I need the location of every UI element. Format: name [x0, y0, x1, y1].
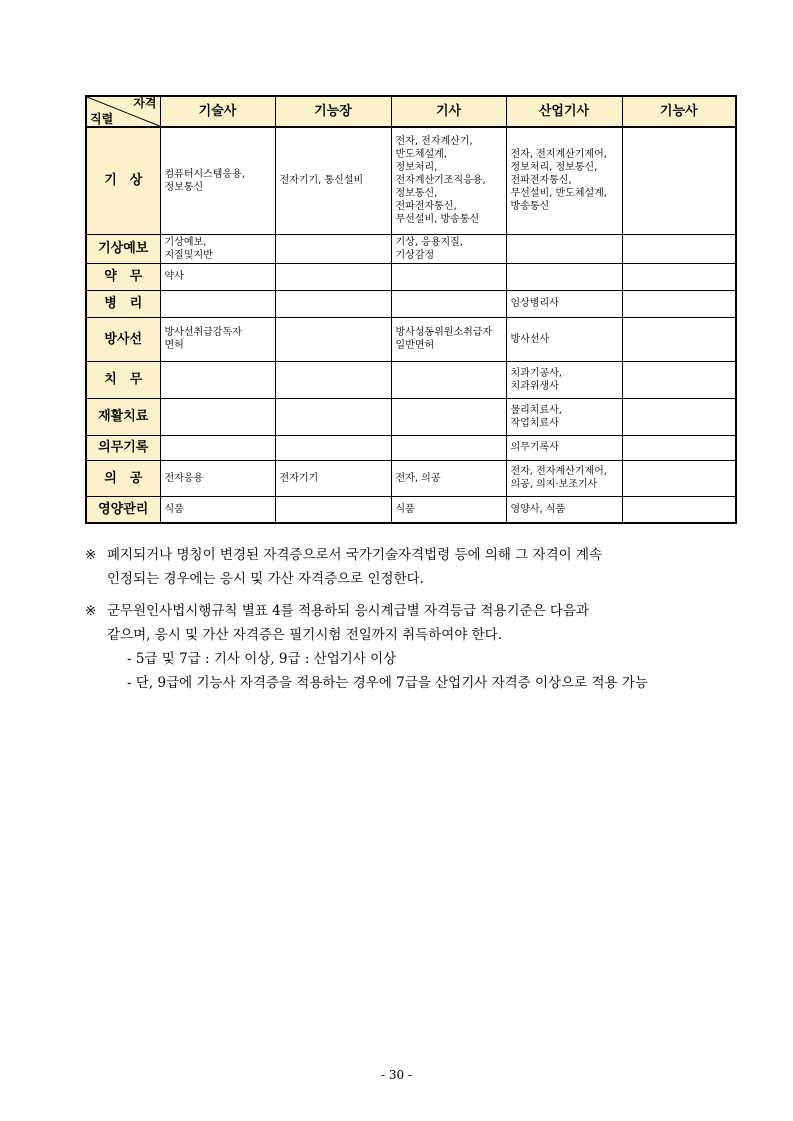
- job-category-cell: 약 무: [86, 263, 160, 290]
- qualification-text: 방사선사: [510, 333, 550, 345]
- qualification-text: 의무기록사: [510, 442, 559, 453]
- qualification-text: 물리치료사,: [510, 404, 562, 416]
- qualification-cell: [622, 290, 736, 317]
- qualification-cell: [506, 496, 622, 523]
- qualification-text: 의공, 의지·보조기사: [510, 479, 598, 490]
- qualification-text: 지질및지반: [164, 249, 213, 261]
- qualification-cell: [391, 361, 506, 398]
- corner-label-bottom: 직렬: [90, 112, 114, 126]
- qualification-text: 일반면허: [395, 340, 435, 351]
- qualification-text: 치과위생사: [510, 380, 559, 392]
- header-cell: 기사: [391, 96, 506, 127]
- job-category-cell: 재활치료: [86, 398, 160, 435]
- qualification-text: 반도체설계,: [395, 149, 447, 161]
- qualification-text: 전자, 전자계산기,: [395, 136, 473, 148]
- qualification-text: 전자계산기조직응용,: [395, 175, 486, 187]
- qualification-cell: [160, 234, 275, 263]
- note-line: 군무원인사법시행규칙 별표 4를 적용하되 응시계급별 자격등급 적용기준은 다음과: [107, 603, 590, 619]
- qualification-cell: [622, 127, 736, 234]
- qualification-cell: [622, 435, 736, 460]
- table-row: [86, 496, 736, 523]
- job-category-cell: 방사선: [86, 317, 160, 361]
- qualification-text: 기상예보,: [164, 236, 207, 248]
- job-category-cell: 치 무: [86, 361, 160, 398]
- qualification-cell: [160, 290, 275, 317]
- qualification-cell: [275, 127, 391, 234]
- qualification-cell: [275, 361, 391, 398]
- corner-label-top: 자격: [133, 96, 157, 110]
- qualification-text: 전자기기, 통신설비: [279, 175, 364, 187]
- qualification-text: 전자, 의공: [395, 472, 441, 484]
- qualification-text: 컴퓨터시스템응용,: [164, 168, 245, 180]
- qualification-cell: [160, 460, 275, 496]
- qualification-cell: [391, 435, 506, 460]
- qualification-cell: [506, 290, 622, 317]
- table-row: [86, 317, 736, 361]
- qualification-text: 전자응용: [164, 472, 204, 484]
- job-category-cell: 병 리: [86, 290, 160, 317]
- corner-header-cell: [86, 96, 160, 127]
- qualification-cell: [622, 398, 736, 435]
- note-line: 폐지되거나 명칭이 변경된 자격증으로서 국가기술자격법령 등에 의해 그 자격이 계속: [107, 547, 603, 563]
- table-row: [86, 290, 736, 317]
- table-row: [86, 127, 736, 234]
- qualification-cell: [391, 263, 506, 290]
- qualification-cell: [391, 127, 506, 234]
- qualification-text: 임상병리사: [510, 298, 559, 309]
- table-row: [86, 398, 736, 435]
- qualification-cell: [160, 127, 275, 234]
- qualification-cell: [275, 290, 391, 317]
- job-category-cell: 의 공: [86, 460, 160, 496]
- table-row: [86, 435, 736, 460]
- qualification-cell: [160, 263, 275, 290]
- note-item: [85, 599, 725, 695]
- qualification-cell: [622, 317, 736, 361]
- note-line: 인정되는 경우에는 응시 및 가산 자격증으로 인정한다.: [107, 571, 424, 587]
- qualification-cell: [391, 234, 506, 263]
- qualification-cell: [160, 496, 275, 523]
- qualification-text: 식품: [395, 503, 415, 515]
- qualification-cell: [622, 460, 736, 496]
- qualification-text: 전파전자통신,: [395, 201, 457, 213]
- corner-split: [87, 97, 160, 126]
- qualification-text: 무선설비, 반도체설계,: [510, 188, 607, 200]
- table-header-row: [86, 96, 736, 127]
- qualification-cell: [275, 398, 391, 435]
- qualification-cell: [160, 361, 275, 398]
- qualification-cell: [275, 435, 391, 460]
- reference-mark-icon: ※: [85, 547, 97, 563]
- qualification-text: 전자, 전지계산기제어,: [510, 149, 607, 161]
- qualification-cell: [275, 496, 391, 523]
- qualification-text: 정보처리, 정보통신,: [510, 162, 598, 174]
- qualification-cell: [391, 317, 506, 361]
- qualification-cell: [506, 317, 622, 361]
- qualification-text: 정보통신: [164, 181, 204, 193]
- qualification-text: 전파전자통신,: [510, 175, 572, 187]
- qualification-cell: [622, 496, 736, 523]
- qualification-text: 무선설비, 방송통신: [395, 214, 480, 226]
- page-number: - 30 -: [380, 1068, 412, 1082]
- qualification-text: 식품: [164, 503, 184, 515]
- qualification-text: 정보통신,: [395, 188, 438, 200]
- qualification-text: 전자, 전자계산기제어,: [510, 466, 607, 477]
- table-row: [86, 361, 736, 398]
- qualification-text: 작업치료사: [510, 417, 559, 429]
- header-cell: 기능장: [275, 96, 391, 127]
- qualification-cell: [391, 496, 506, 523]
- note-line: 같으며, 응시 및 가산 자격증은 필기시험 전일까지 취득하여야 한다.: [107, 627, 503, 643]
- qualification-text: 전자기기: [279, 472, 319, 484]
- table-row: [86, 460, 736, 496]
- qualification-cell: [506, 263, 622, 290]
- qualification-text: 기상감정: [395, 249, 435, 261]
- qualification-text: 방송통신: [510, 201, 550, 213]
- qualification-cell: [391, 460, 506, 496]
- qualification-text: 면허: [164, 340, 184, 351]
- qualification-cell: [506, 361, 622, 398]
- qualification-cell: [506, 234, 622, 263]
- qualification-text: 치과기공사,: [510, 367, 562, 379]
- job-category-cell: 기 상: [86, 127, 160, 234]
- qualification-cell: [275, 263, 391, 290]
- qualification-cell: [622, 361, 736, 398]
- qualification-cell: [275, 234, 391, 263]
- qualification-cell: [622, 234, 736, 263]
- qualification-text: 정보처리,: [395, 162, 438, 174]
- table-row: [86, 263, 736, 290]
- qualification-text: 방사성동위원소취급자: [395, 327, 493, 338]
- qualification-cell: [506, 460, 622, 496]
- qualification-cell: [275, 460, 391, 496]
- qualification-cell: [391, 290, 506, 317]
- qualification-cell: [506, 127, 622, 234]
- table-row: [86, 234, 736, 263]
- header-cell: 기능사: [622, 96, 736, 127]
- table-body: [86, 127, 736, 523]
- note-sub-line: - 5급 및 7급 : 기사 이상, 9급 : 산업기사 이상: [127, 651, 397, 667]
- notes-section: [85, 543, 725, 695]
- qualification-cell: [160, 435, 275, 460]
- job-category-cell: 기상예보: [86, 234, 160, 263]
- qualification-cell: [506, 398, 622, 435]
- job-category-cell: 영양관리: [86, 496, 160, 523]
- note-sub-line: - 단, 9급에 기능사 자격증을 적용하는 경우에 7급을 산업기사 자격증 이상으로 적용 가능: [127, 675, 648, 691]
- certificate-table: [85, 95, 737, 524]
- qualification-cell: [275, 317, 391, 361]
- qualification-cell: [160, 317, 275, 361]
- qualification-text: 영양사, 식품: [510, 503, 566, 515]
- header-cell: 기술사: [160, 96, 275, 127]
- qualification-text: 방사선취급감독자: [164, 327, 242, 338]
- qualification-cell: [391, 398, 506, 435]
- qualification-cell: [160, 398, 275, 435]
- qualification-text: 기상, 응용지질,: [395, 236, 463, 248]
- qualification-cell: [506, 435, 622, 460]
- qualification-text: 약사: [164, 271, 184, 282]
- note-item: [85, 543, 725, 591]
- job-category-cell: 의무기록: [86, 435, 160, 460]
- header-cell: 산업기사: [506, 96, 622, 127]
- reference-mark-icon: ※: [85, 603, 97, 619]
- qualification-cell: [622, 263, 736, 290]
